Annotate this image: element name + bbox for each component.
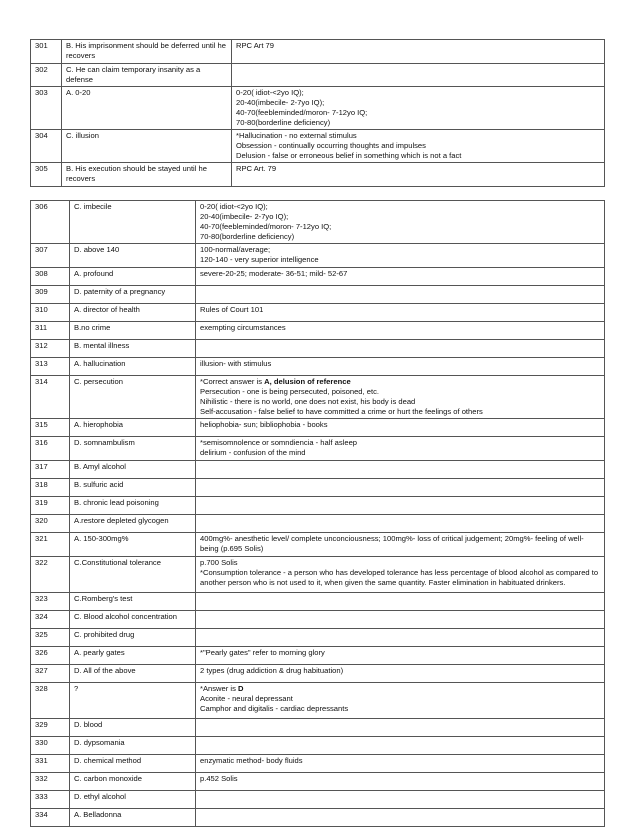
item-number: 316 [31,437,70,461]
table-row [31,163,605,187]
item-number: 324 [31,611,70,629]
table-row [31,64,605,87]
answer-cell: B. Amyl alcohol [70,461,196,479]
note-cell [196,358,605,376]
note-cell [196,593,605,611]
note-line: *semisomnolence or somndiencia - half asleep [200,438,358,447]
item-number: 325 [31,629,70,647]
item-number: 309 [31,286,70,304]
note-line: 40-70(feebleminded/moron- 7-12yo IQ; [200,222,332,231]
table-row [31,479,605,497]
table-row [31,755,605,773]
note-line: Persecution - one is being persecuted, poisoned, etc. [200,387,379,396]
answer-cell: C. imbecile [70,201,196,244]
note-cell [196,719,605,737]
note-line: 20-40(imbecile- 2-7yo IQ); [236,98,325,107]
note-cell [196,437,605,461]
note-line: 2 types (drug addiction & drug habituation) [200,666,344,675]
answer-cell: D. All of the above [70,665,196,683]
note-cell [196,773,605,791]
item-number: 319 [31,497,70,515]
answer-cell: A. 150-300mg% [70,533,196,557]
note-cell [232,163,605,187]
note-line: 100-normal/average; [200,245,271,254]
note-cell [196,557,605,593]
answer-cell: B. sulfuric acid [70,479,196,497]
table-row [31,611,605,629]
answer-cell: C. Blood alcohol concentration [70,611,196,629]
item-number: 322 [31,557,70,593]
item-number: 311 [31,322,70,340]
note-line: p.452 Solis [200,774,238,783]
item-number: 301 [31,40,62,64]
note-line: 70-80(borderline deficiency) [200,232,295,241]
table-row [31,201,605,244]
note-cell [196,201,605,244]
note-cell [196,268,605,286]
answer-cell: B. His imprisonment should be deferred until he recovers [62,40,232,64]
answer-cell: B. His execution should be stayed until he recovers [62,163,232,187]
note-cell [196,497,605,515]
note-line: RPC Art 79 [236,41,274,50]
table-row [31,683,605,719]
item-number: 312 [31,340,70,358]
note-cell [196,322,605,340]
note-cell [196,244,605,268]
note-cell [196,647,605,665]
item-number: 320 [31,515,70,533]
answer-cell: A.restore depleted glycogen [70,515,196,533]
note-cell [196,515,605,533]
table-row [31,286,605,304]
table-row [31,268,605,286]
table-row [31,737,605,755]
note-line: 0-20( idiot-<2yo IQ); [200,202,268,211]
note-cell [196,683,605,719]
answer-cell: C.Romberg's test [70,593,196,611]
table-row [31,322,605,340]
note-cell [232,64,605,87]
note-cell [196,755,605,773]
note-line: 0-20( idiot-<2yo IQ); [236,88,304,97]
item-number: 317 [31,461,70,479]
note-line: *"Pearly gates" refer to morning glory [200,648,325,657]
answer-cell: B. mental illness [70,340,196,358]
answer-cell: C. illusion [62,130,232,163]
note-cell [196,461,605,479]
item-number: 307 [31,244,70,268]
note-line: severe-20-25; moderate- 36-51; mild- 52-67 [200,269,348,278]
table-row [31,358,605,376]
answer-table-2 [30,200,605,827]
answer-cell: D. chemical method [70,755,196,773]
note-line: Nihilistic - there is no world, one does not exist, his body is dead [200,397,416,406]
note-line: exempting circumstances [200,323,286,332]
note-line: 40-70(feebleminded/moron- 7-12yo IQ; [236,108,368,117]
answer-cell: D. dypsomania [70,737,196,755]
answer-cell: B. chronic lead poisoning [70,497,196,515]
note-line: Camphor and digitalis - cardiac depressants [200,704,349,713]
answer-cell: A. director of health [70,304,196,322]
item-number: 331 [31,755,70,773]
item-number: 329 [31,719,70,737]
table-row [31,629,605,647]
table-row [31,791,605,809]
table-row [31,340,605,358]
item-number: 333 [31,791,70,809]
table-row [31,647,605,665]
table-row [31,665,605,683]
answer-cell: D. ethyl alcohol [70,791,196,809]
table-row [31,515,605,533]
item-number: 314 [31,376,70,419]
table-row [31,533,605,557]
note-line: enzymatic method- body fluids [200,756,303,765]
note-line: 20-40(imbecile- 2-7yo IQ); [200,212,289,221]
note-line: delirium - confusion of the mind [200,448,306,457]
table-row [31,376,605,419]
answer-cell: D. paternity of a pregnancy [70,286,196,304]
item-number: 321 [31,533,70,557]
table-row [31,87,605,130]
item-number: 318 [31,479,70,497]
table-row [31,437,605,461]
table-row [31,719,605,737]
note-line: Rules of Court 101 [200,305,264,314]
item-number: 323 [31,593,70,611]
table-row [31,557,605,593]
item-number: 328 [31,683,70,719]
table-row [31,40,605,64]
note-cell [196,479,605,497]
note-cell [196,629,605,647]
answer-table-1 [30,39,605,187]
answer-cell: C. persecution [70,376,196,419]
note-line: RPC Art. 79 [236,164,277,173]
item-number: 327 [31,665,70,683]
table-row [31,244,605,268]
note-line: 70-80(borderline deficiency) [236,118,331,127]
note-cell [232,130,605,163]
note-cell [196,286,605,304]
item-number: 308 [31,268,70,286]
note-line: *Hallucination - no external stimulus [236,131,357,140]
item-number: 334 [31,809,70,827]
note-line: p.700 Solis [200,558,238,567]
item-number: 332 [31,773,70,791]
table-row [31,461,605,479]
answer-cell: C. He can claim temporary insanity as a defense [62,64,232,87]
note-line: Aconite - neural depressant [200,694,293,703]
answer-cell: ? [70,683,196,719]
table-row [31,130,605,163]
note-cell [196,340,605,358]
item-number: 313 [31,358,70,376]
item-number: 315 [31,419,70,437]
answer-cell: B.no crime [70,322,196,340]
answer-cell: A. hallucination [70,358,196,376]
answer-cell: C.Constitutional tolerance [70,557,196,593]
item-number: 302 [31,64,62,87]
note-cell [232,87,605,130]
answer-cell: C. carbon monoxide [70,773,196,791]
note-cell [196,665,605,683]
item-number: 306 [31,201,70,244]
note-line: illusion- with stimulus [200,359,272,368]
table-row [31,497,605,515]
table-row [31,809,605,827]
answer-cell: D. somnambulism [70,437,196,461]
answer-cell: C. prohibited drug [70,629,196,647]
item-number: 310 [31,304,70,322]
item-number: 330 [31,737,70,755]
note-cell [196,304,605,322]
answer-cell: A. pearly gates [70,647,196,665]
note-line: heliophobia- sun; bibliophobia - books [200,420,328,429]
answer-cell: A. Belladonna [70,809,196,827]
note-line: 120-140 - very superior intelligence [200,255,319,264]
note-line: Delusion - false or erroneous belief in something which is not a fact [236,151,462,160]
note-line: *Correct answer is A, delusion of reference [200,377,351,386]
answer-cell: A. hierophobia [70,419,196,437]
note-line: Obsession - continually occurring thoughts and impulses [236,141,426,150]
note-cell [196,419,605,437]
item-number: 305 [31,163,62,187]
table-row [31,773,605,791]
table-row [31,304,605,322]
note-line: 400mg%- anesthetic level/ complete unconciousness; 100mg%- loss of critical judgement; 20mg%- feeling of well-being (p.695 Solis) [200,534,584,553]
answer-cell: A. 0-20 [62,87,232,130]
item-number: 304 [31,130,62,163]
note-line: Self-accusation - false belief to have committed a crime or hurt the feelings of others [200,407,483,416]
answer-cell: D. blood [70,719,196,737]
note-cell [196,809,605,827]
note-line: *Consumption tolerance - a person who has developed tolerance has less percentage of blood alcohol as compared to another person who is not used to it, when given the same quantity. Faster elimination in habituated drinkers. [200,568,599,587]
note-cell [196,791,605,809]
answer-cell: D. above 140 [70,244,196,268]
answer-cell: A. profound [70,268,196,286]
note-line: *Answer is D [200,684,244,693]
item-number: 303 [31,87,62,130]
table-row [31,593,605,611]
note-cell [196,533,605,557]
table-row [31,419,605,437]
note-cell [196,376,605,419]
note-cell [196,737,605,755]
note-cell [232,40,605,64]
note-cell [196,611,605,629]
item-number: 326 [31,647,70,665]
